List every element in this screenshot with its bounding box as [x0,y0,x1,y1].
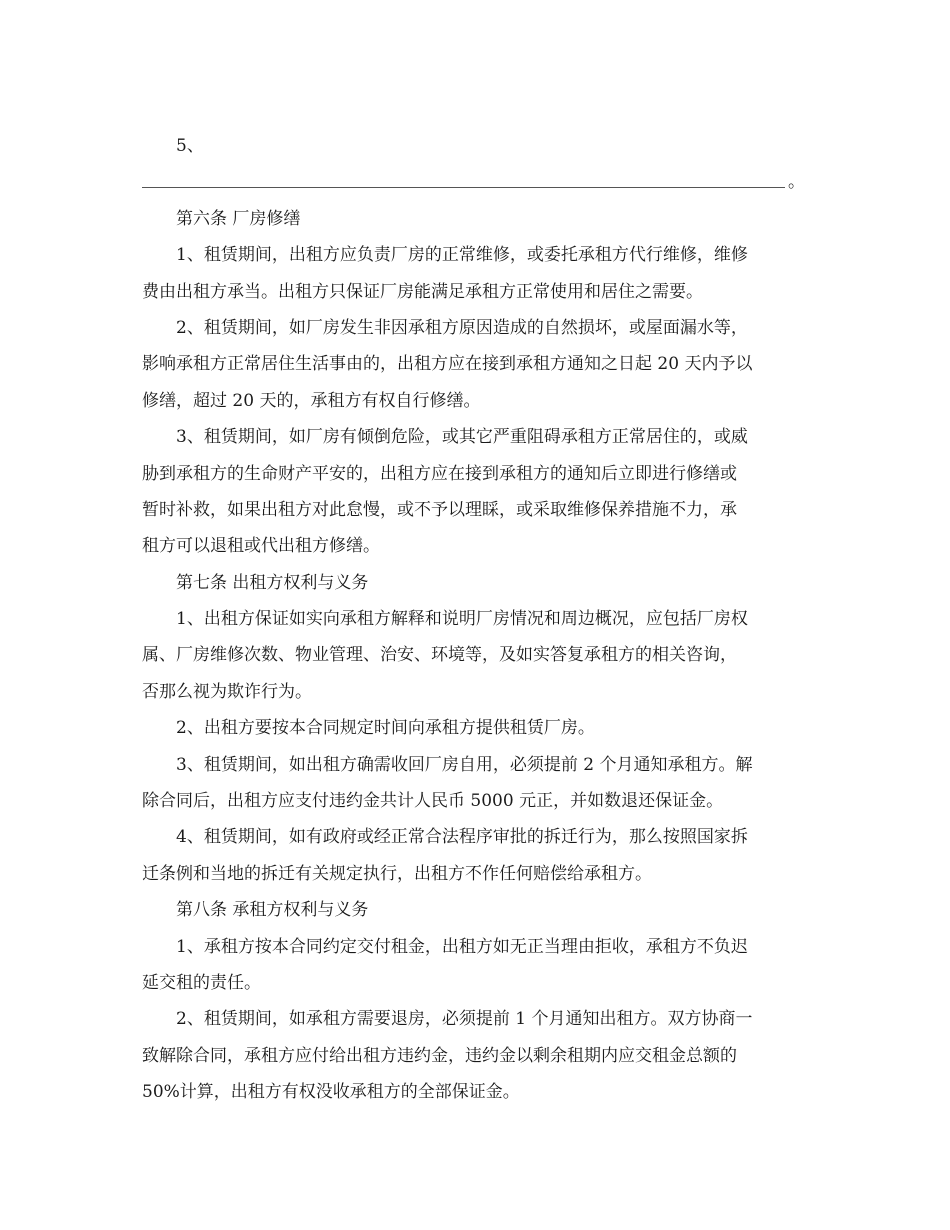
document-page [142,128,805,1111]
article-7-clause-3-line-1: 3、租赁期间，如出租方确需收回厂房自用，必须提前 2 个月通知承租方。解 [176,754,753,775]
article-6-clause-3-line-2: 胁到承租方的生命财产平安的，出租方应在接到承租方的通知后立即进行修缮或 [142,463,737,484]
item-5-number: 5、 [176,136,204,156]
article-8-clause-2-line-2: 致解除合同，承租方应付给出租方违约金，违约金以剩余租期内应交租金总额的 [142,1045,737,1066]
article-7-clause-1-line-2: 属、厂房维修次数、物业管理、治安、环境等，及如实答复承租方的相关咨询， [142,645,737,666]
article-6-clause-1-line-1: 1、租赁期间，出租方应负责厂房的正常维修，或委托承租方代行维修，维修 [176,245,748,266]
article-6-clause-3-line-1: 3、租赁期间，如厂房有倾倒危险，或其它严重阻碍承租方正常居住的，或威 [176,427,748,448]
article-7-clause-1-line-1: 1、出租方保证如实向承租方解释和说明厂房情况和周边概况，应包括厂房权 [176,609,748,630]
article-6-clause-1-line-2: 费由出租方承当。出租方只保证厂房能满足承租方正常使用和居住之需要。 [142,281,703,302]
article-6-title: 第六条 厂房修缮 [176,208,301,229]
article-7-title: 第七条 出租方权利与义务 [176,572,369,593]
item-5-end-mark: 。 [788,172,805,193]
article-7-clause-3-line-2: 除合同后，出租方应支付违约金共计人民币 5000 元正，并如数退还保证金。 [142,791,724,812]
article-8-clause-1-line-1: 1、承租方按本合同约定交付租金，出租方如无正当理由拒收，承租方不负迟 [176,936,748,957]
article-7-clause-4-line-2: 迁条例和当地的拆迁有关规定执行，出租方不作任何赔偿给承租方。 [142,863,652,884]
article-6-clause-3-line-3: 暂时补救，如果出租方对此怠慢，或不予以理睬，或采取维修保养措施不力，承 [142,499,737,520]
article-7-clause-1-line-3: 否那么视为欺诈行为。 [142,681,312,702]
fill-in-underline [142,187,785,188]
article-8-clause-2-line-3: 50%计算，出租方有权没收承租方的全部保证金。 [142,1082,520,1103]
article-6-clause-2-line-2: 影响承租方正常居住生活事由的，出租方应在接到承租方通知之日起 20 天内予以 [142,354,753,375]
item-5-blank-line [142,164,805,200]
article-8-title: 第八条 承租方权利与义务 [176,900,369,921]
article-8-clause-2-line-1: 2、租赁期间，如承租方需要退房，必须提前 1 个月通知出租方。双方协商一 [176,1009,753,1030]
article-6-clause-2-line-3: 修缮，超过 20 天的，承租方有权自行修缮。 [142,390,481,411]
article-6-clause-2-line-1: 2、租赁期间，如厂房发生非因承租方原因造成的自然损坏，或屋面漏水等， [176,317,748,338]
article-7-clause-4-line-1: 4、租赁期间，如有政府或经正常合法程序审批的拆迁行为，那么按照国家拆 [176,827,748,848]
article-8-clause-1-line-2: 延交租的责任。 [142,972,261,993]
article-6-clause-3-line-4: 租方可以退租或代出租方修缮。 [142,536,380,557]
article-7-clause-2-line-1: 2、出租方要按本合同规定时间向承租方提供租赁厂房。 [176,718,595,739]
